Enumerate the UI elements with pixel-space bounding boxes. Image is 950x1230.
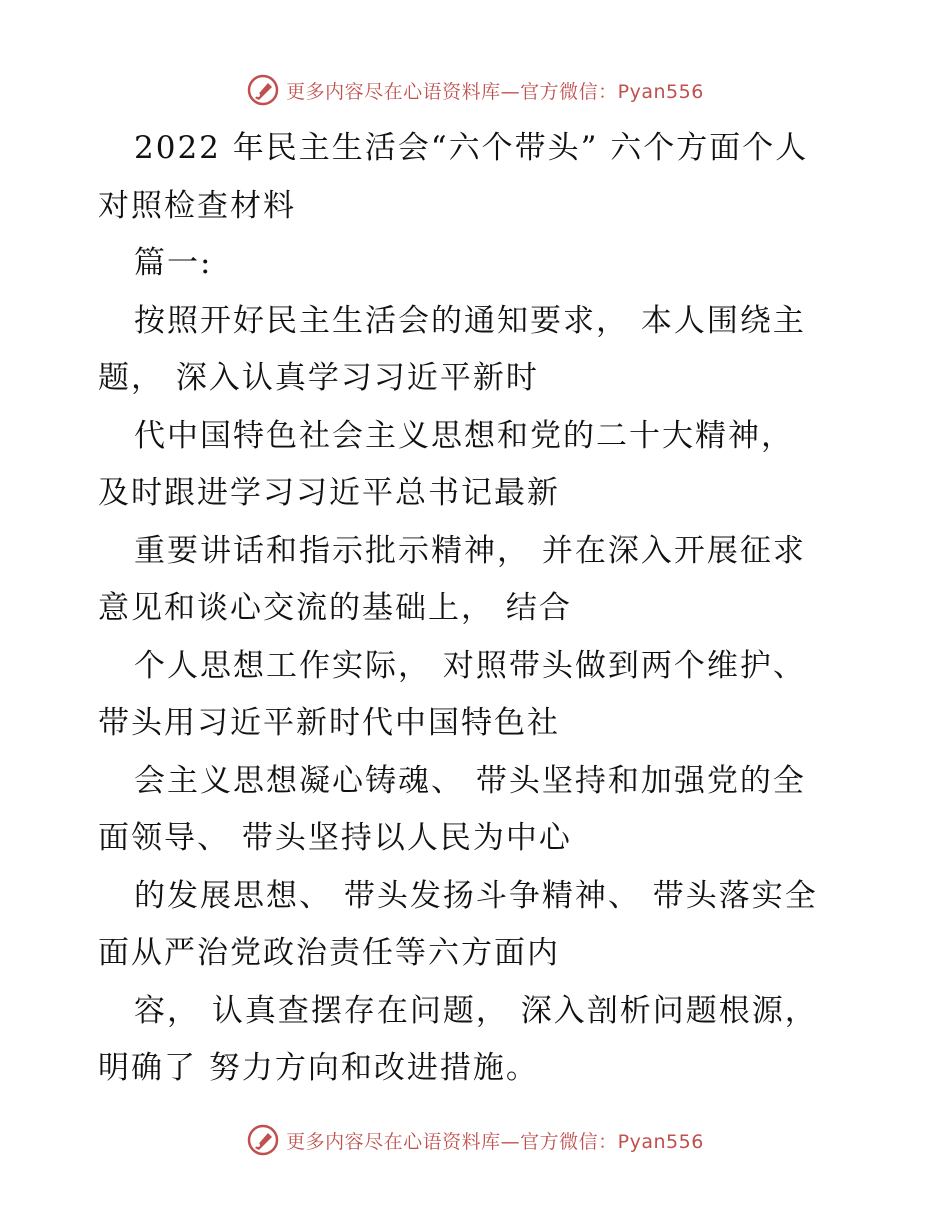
watermark-banner-bottom [0,1120,950,1160]
paragraph-line: 容， 认真查摆存在问题， 深入剖析问题根源， [134,992,818,1029]
paragraph-line: 个人思想工作实际， 对照带头做到两个维护、 [134,647,806,684]
paragraph-line: 意见和谈心交流的基础上， 结合 [98,590,572,626]
title-line-1: 2022 年民主生活会“六个带头” 六个方面个人 [134,130,809,166]
paragraph-line: 按照开好民主生活会的通知要求， 本人围绕主 [134,302,806,339]
section-heading: 篇一: [134,245,213,281]
title-line-2: 对照检查材料 [98,187,296,224]
paragraph-line: 题， 深入认真学习习近平新时 [98,360,539,396]
pen-nib-logo-icon [246,1123,280,1157]
paragraph-line: 会主义思想凝心铸魂、 带头坚持和加强党的全 [134,762,806,799]
paragraph-line: 带头用习近平新时代中国特色社 [98,705,560,741]
paragraph-line: 面从严治党政治责任等六方面内 [98,935,560,971]
pen-nib-logo-icon [246,73,280,107]
paragraph-line: 面领导、 带头坚持以人民为中心 [98,820,572,856]
paragraph-line: 明确了 努力方向和改进措施。 [98,1050,539,1086]
watermark-text: 更多内容尽在心语资料库—官方微信：Pyan556 [286,1130,704,1153]
paragraph-line: 重要讲话和指示批示精神， 并在深入开展征求 [134,532,806,569]
paragraph-line: 的发展思想、 带头发扬斗争精神、 带头落实全 [134,877,818,914]
document-body [98,120,858,1098]
watermark-banner-top [0,70,950,110]
watermark-text: 更多内容尽在心语资料库—官方微信：Pyan556 [286,80,704,103]
paragraph-line: 代中国特色社会主义思想和党的二十大精神， [134,417,794,454]
paragraph-line: 及时跟进学习习近平总书记最新 [98,475,560,511]
